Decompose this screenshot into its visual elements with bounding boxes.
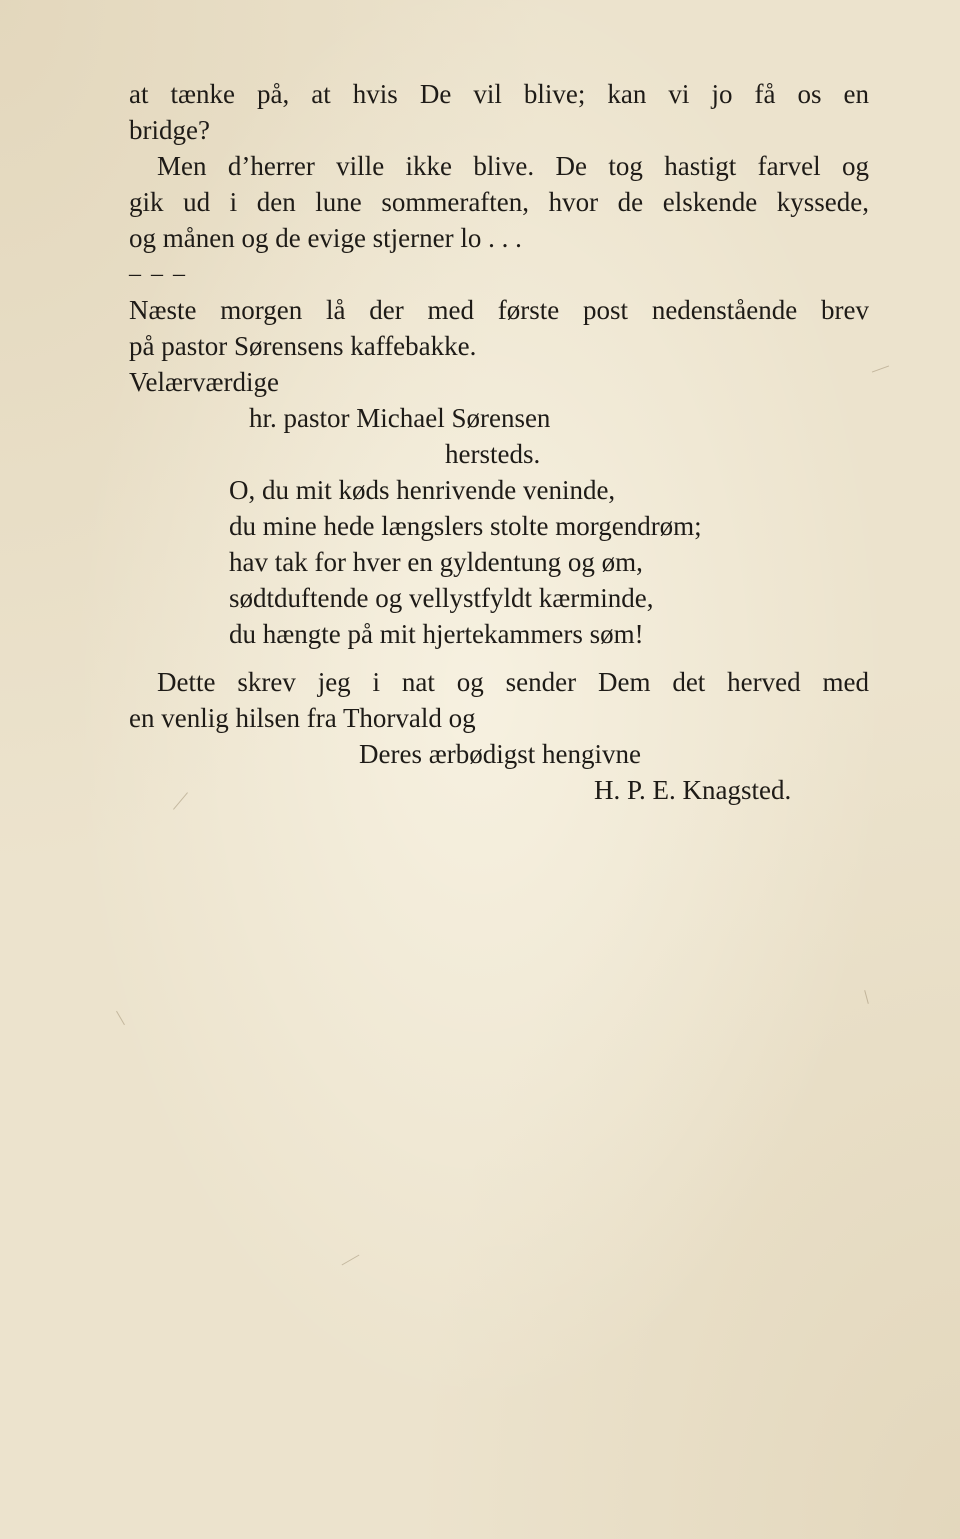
paragraph3-line1: Næste morgen lå der med første post nedenstående brev [129, 295, 869, 325]
stanza-gap [129, 652, 869, 664]
letter-recipient: hr. pastor Michael Sørensen [249, 403, 551, 433]
poem-line-2: du mine hede længslers stolte morgendrøm; [229, 511, 702, 541]
page-text [129, 76, 869, 808]
paper-fiber [342, 1255, 360, 1266]
paragraph1-line1: at tænke på, at hvis De vil blive; kan vi jo få os en [129, 79, 869, 109]
closing-line-1: Dette skrev jeg i nat og sender Dem det herved med [157, 667, 869, 697]
letter-salutation: Velærværdige [129, 367, 279, 397]
paper-fiber [872, 365, 889, 372]
letter-signature: H. P. E. Knagsted. [594, 775, 792, 805]
closing-line-2: en venlig hilsen fra Thorvald og [129, 703, 476, 733]
letter-location: hersteds. [445, 439, 541, 469]
paper-fiber [116, 1011, 125, 1025]
poem-line-5: du hængte på mit hjertekammers søm! [229, 619, 644, 649]
paragraph1-line2: bridge? [129, 115, 210, 145]
paper-fiber [864, 990, 869, 1004]
letter-valediction: Deres ærbødigst hengivne [359, 739, 641, 769]
section-separator: – – – [129, 261, 187, 287]
poem-line-1: O, du mit køds henrivende veninde, [229, 475, 616, 505]
paragraph2-line2: gik ud i den lune sommeraften, hvor de elskende kyssede, [129, 187, 869, 217]
poem-line-3: hav tak for hver en gyldentung og øm, [229, 547, 643, 577]
paragraph2-line1: Men d’herrer ville ikke blive. De tog hastigt farvel og [157, 151, 869, 181]
paragraph2-line3: og månen og de evige stjerner lo . . . [129, 223, 522, 253]
poem-line-4: sødtduftende og vellystfyldt kærminde, [229, 583, 654, 613]
paragraph3-line2: på pastor Sørensens kaffebakke. [129, 331, 477, 361]
